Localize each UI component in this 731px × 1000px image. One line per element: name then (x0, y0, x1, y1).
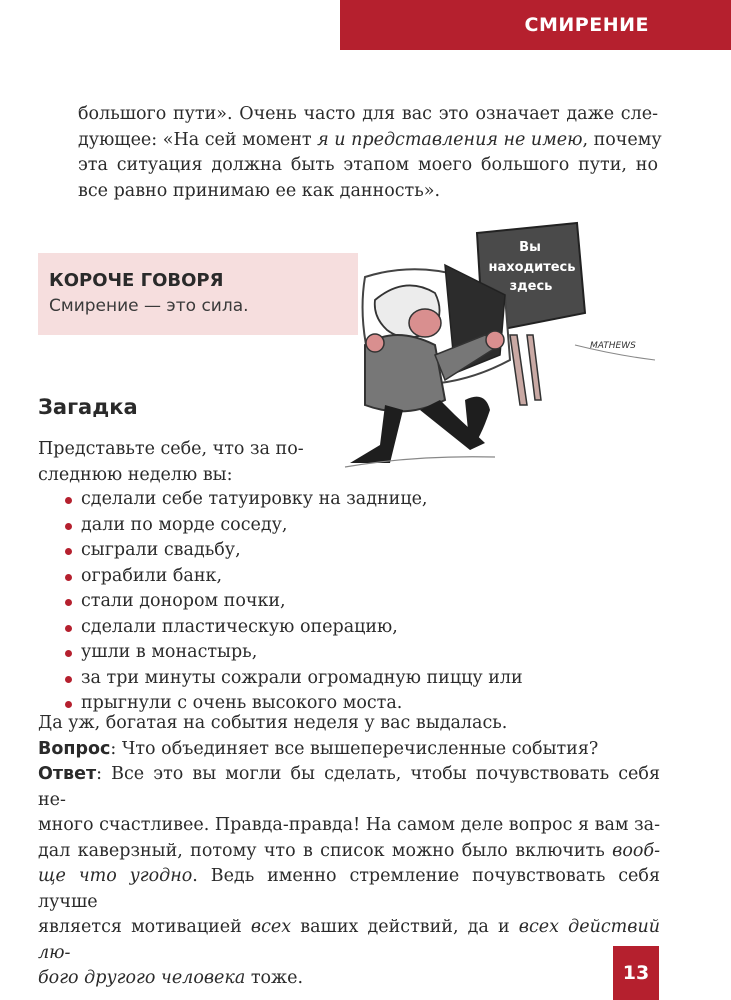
sign-text-2: находитесь (488, 260, 576, 275)
sign-text-3: здесь (509, 279, 553, 294)
page-number: 13 (613, 946, 659, 1000)
section-title: СМИРЕНИЕ (524, 14, 649, 36)
list-item: за три минуты сожрали огромадную пиццу или (65, 666, 523, 692)
riddle-intro: Представьте себе, что за по- следнюю неделю вы: (38, 439, 304, 485)
sign-text-1: Вы (519, 240, 541, 255)
top-paragraph: большого пути». Очень часто для вас это означает даже сле- дующее: «На сей момент я и представления не имею, почему эта ситуация должна быть этапом моего большого пути, но все равно принимаю ее как данность». (78, 104, 662, 201)
list-item: ушли в монастырь, (65, 640, 523, 666)
question-line: Вопрос: Что объединяет все вышеперечисленные события? (38, 738, 599, 759)
after-list-text: Да уж, богатая на события неделя у вас выдалась. (38, 713, 508, 733)
riddle-heading: Загадка (38, 395, 138, 419)
summary-title: КОРОЧЕ ГОВОРЯ (49, 270, 224, 291)
list-item: стали донором почки, (65, 589, 523, 615)
section-header-tab (340, 0, 731, 50)
list-item: ограбили банк, (65, 564, 523, 590)
list-item: сделали пластическую операцию, (65, 615, 523, 641)
summary-text: Смирение — это сила. (49, 296, 249, 316)
riddle-list (65, 487, 523, 717)
list-item: прыгнули с очень высокого моста. (65, 691, 523, 717)
list-item: сыграли свадьбу, (65, 538, 523, 564)
artist-signature: MATHEWS (590, 341, 636, 351)
answer-line: Ответ: Все это вы могли бы сделать, чтобы почувствовать себя не- (38, 764, 660, 810)
riddle-answer-block: Да уж, богатая на события неделя у вас выдалась. Вопрос: Что объединяет все вышеперечисленные события? Ответ: Все это вы могли бы сделать, чтобы почувствовать себя не- много счастливее. Правда-правда! На самом деле вопрос я вам за- дал каверзный, потому что в список можно было включить вооб- ще что угодно. Ведь именно стремление почувствовать себя лучше является мотивацией всех ваших действий, да и всех действий лю- бого другого человека тоже. (38, 713, 660, 988)
cartoon-illustration (295, 205, 675, 480)
list-item: дали по морде соседу, (65, 513, 523, 539)
list-item: сделали себе татуировку на заднице, (65, 487, 523, 513)
